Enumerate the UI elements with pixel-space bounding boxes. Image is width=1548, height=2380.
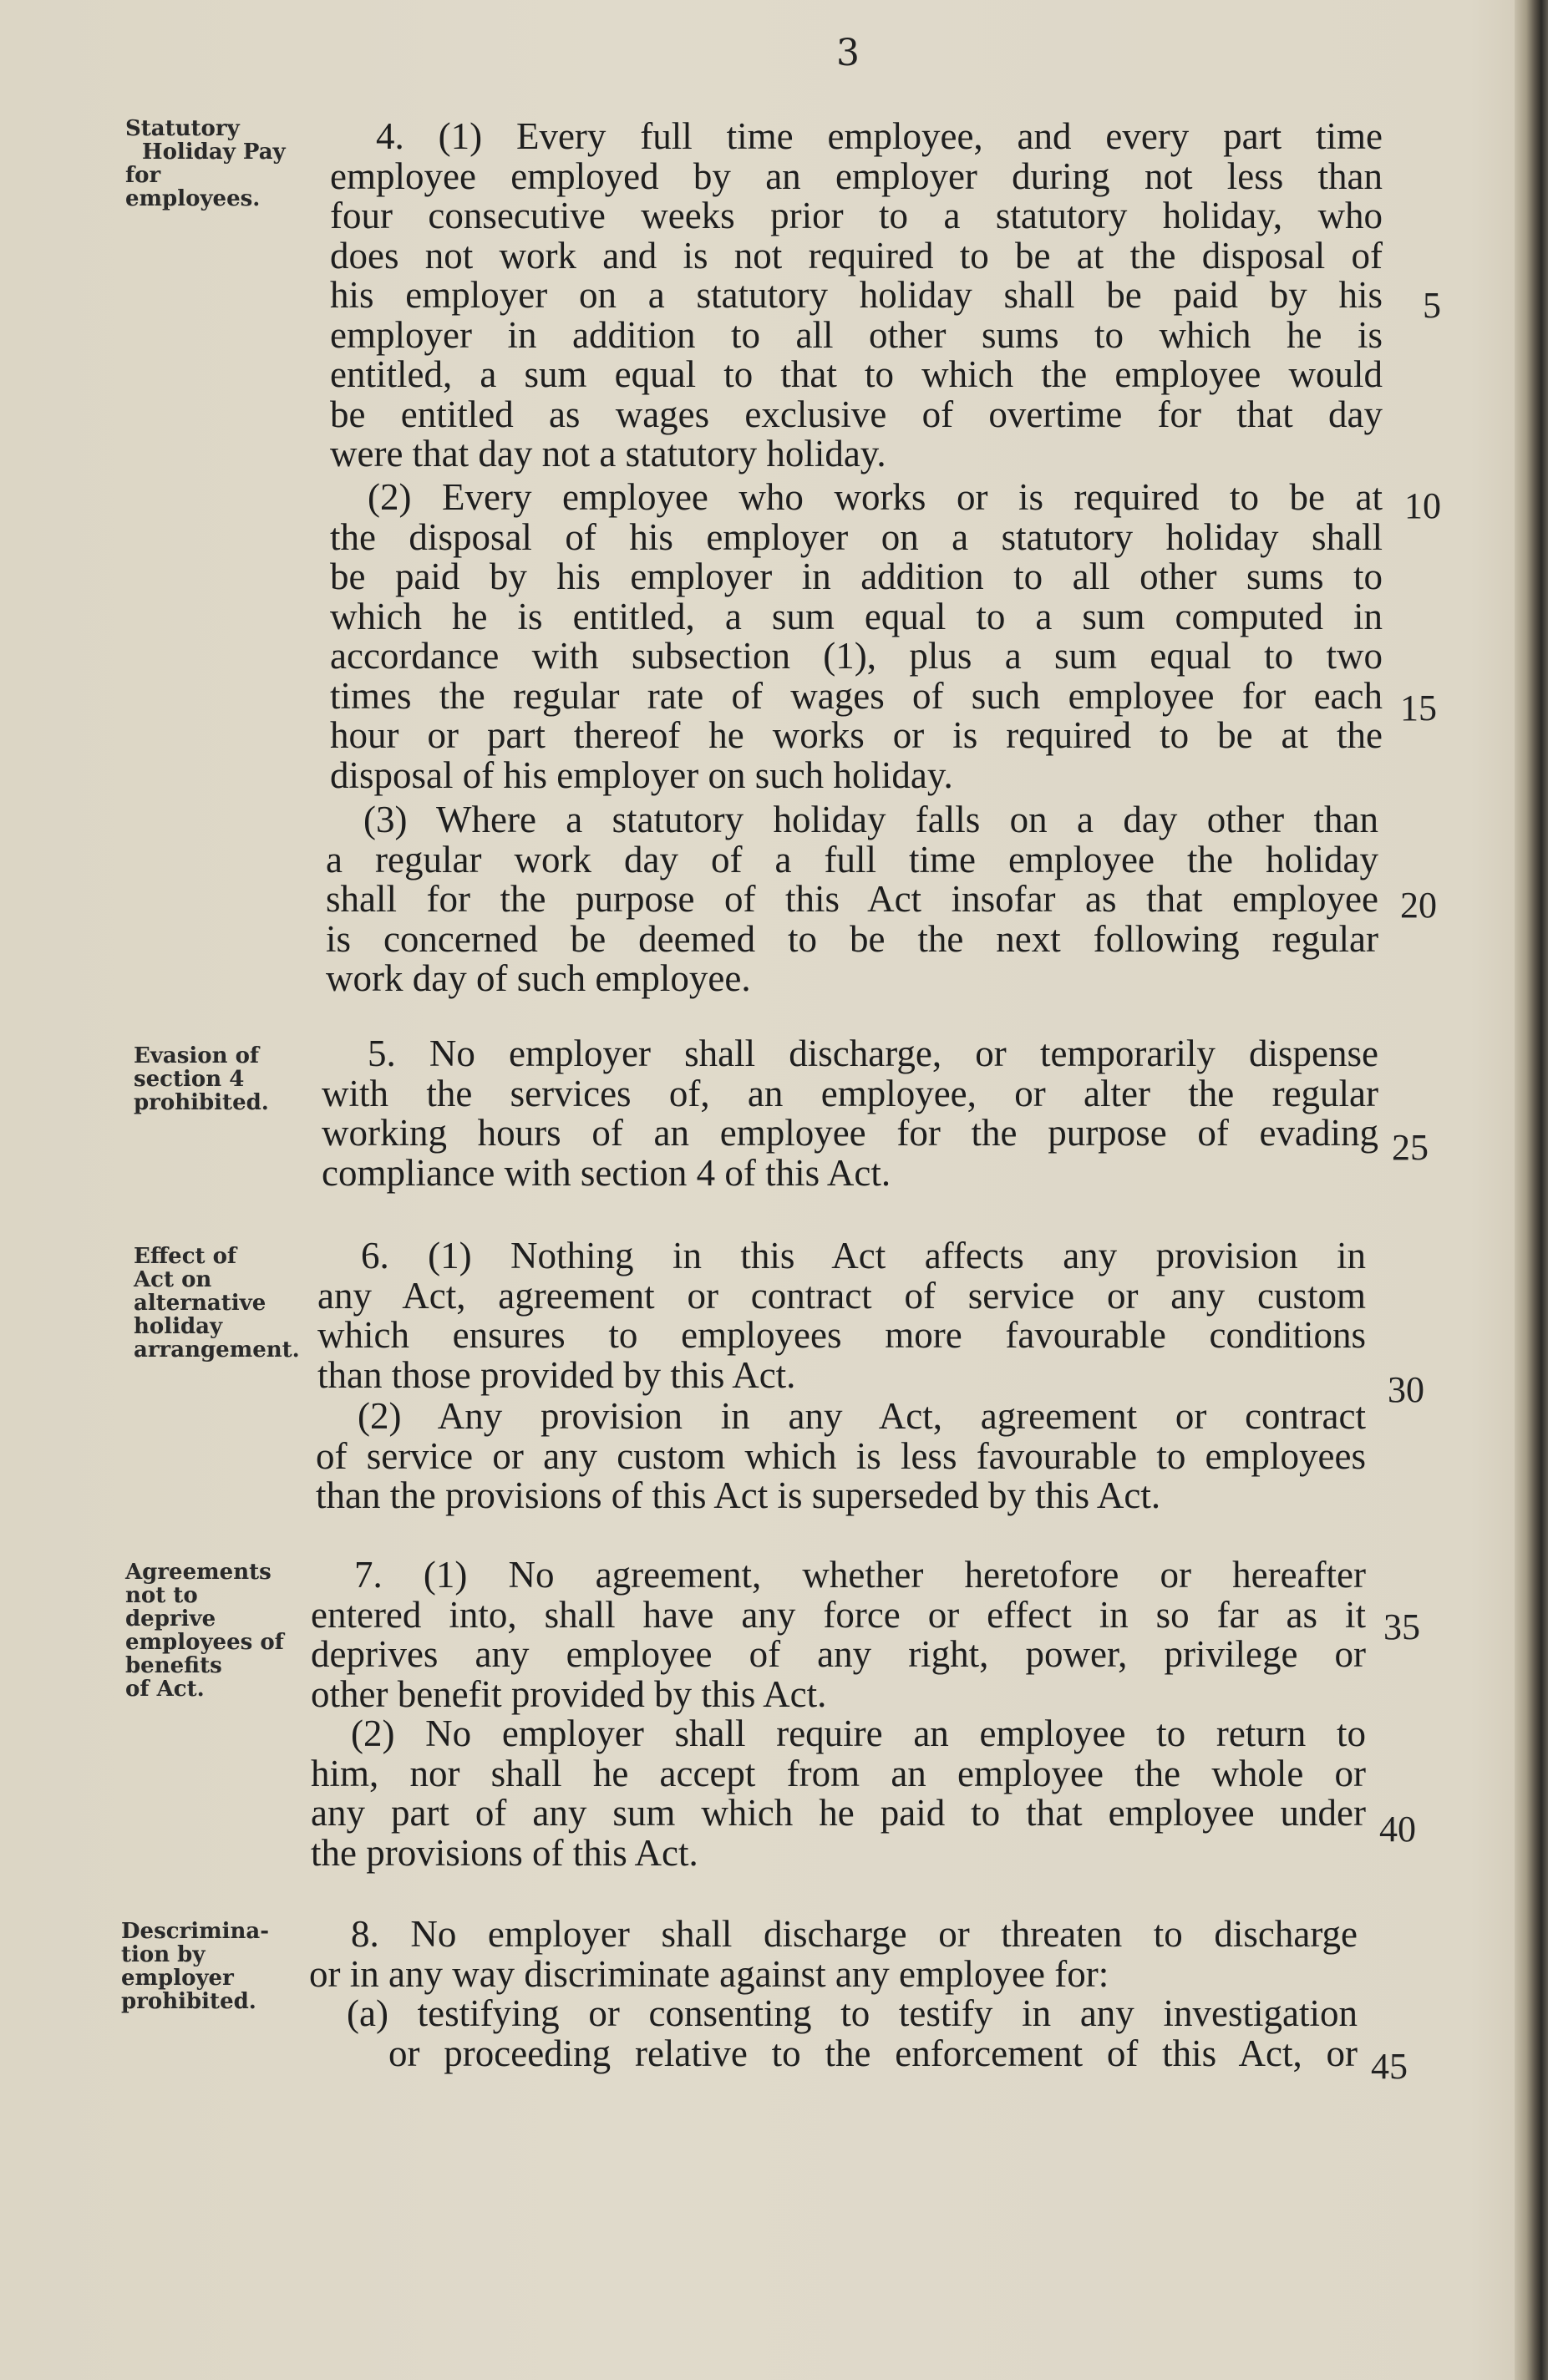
line-number-45: 45 — [1371, 2046, 1408, 2087]
margin-note-discrimination: Descrimina- tion by employer prohibited. — [121, 1919, 270, 2014]
section-7-subsection-1: 7. (1) No agreement, whether heretofore or hereafter entered into, shall have any force or effect in so far as it deprives any employee of any right, power, privilege or other benefit provided by this Act. — [311, 1554, 1366, 1715]
section-6-subsection-2: (2) Any provision in any Act, agreement or contract of service or any custom which is less favourable to employees than the provisions of this Act is superseded by this Act. — [316, 1395, 1366, 1516]
section-4-subsection-1: 4. (1) Every full time employee, and every part time employee employed by an employer during not less than four consecutive weeks prior to a statutory holiday, who does not work and is not required to be at the disposal of his employer on a statutory holiday shall be paid by his employer in addition to all other sums to which he is entitled, a sum equal to that to which the employee would be entitled as wages exclusive of overtime for that day were that day not a statutory holiday. — [330, 115, 1383, 474]
margin-note-effect-of-act: Effect of Act on alternative holiday arrangement. — [134, 1244, 300, 1363]
line-number-40: 40 — [1379, 1809, 1416, 1850]
line-number-5: 5 — [1423, 285, 1441, 326]
section-4-subsection-3: (3) Where a statutory holiday falls on a day other than a regular work day of a full time employee the holiday shall for the purpose of this Act insofar as that employee is concerned be deemed to be the next following regular work day of such employee. — [326, 799, 1378, 999]
page-number: 3 — [836, 32, 860, 74]
line-number-35: 35 — [1383, 1606, 1420, 1647]
section-8: 8. No employer shall discharge or threaten to discharge or in any way discriminate against any employee for: (a) testifying or consenting to testify in any investigation or proceeding relative to the enforcement of this Act, or — [309, 1913, 1358, 2074]
section-7-subsection-2: (2) No employer shall require an employee to return to him, nor shall he accept from an employee the whole or any part of any sum which he paid to that employee under the provisions of this Act. — [311, 1713, 1366, 1874]
section-4-subsection-2: (2) Every employee who works or is required to be at the disposal of his employer on a statutory holiday shall be paid by his employer in addition to all other sums to which he is entitled, a sum equal to a sum computed in accordance with subsection (1), plus a sum equal to two times the regular rate of wages of such employee for each hour or part thereof he works or is required to be at the disposal of his employer on such holiday. — [330, 476, 1383, 796]
section-5: 5. No employer shall discharge, or temporarily dispense with the services of, an employee, or alter the regular working hours of an employee for the purpose of evading compliance with section 4 of this Act. — [322, 1033, 1378, 1194]
line-number-10: 10 — [1404, 485, 1441, 526]
line-number-15: 15 — [1400, 688, 1437, 728]
line-number-30: 30 — [1388, 1369, 1424, 1410]
line-number-20: 20 — [1400, 885, 1437, 926]
section-6-subsection-1: 6. (1) Nothing in this Act affects any provision in any Act, agreement or contract of service or any custom which ensures to employees more favourable conditions than those provided by this Act. — [317, 1235, 1366, 1396]
margin-note-statutory-holiday-pay: Statutory Holiday Pay for employees. — [125, 116, 286, 211]
line-number-25: 25 — [1392, 1127, 1429, 1168]
margin-note-evasion: Evasion of section 4 prohibited. — [134, 1043, 269, 1115]
margin-note-agreements: Agreements not to deprive employees of benefits of Act. — [125, 1560, 284, 1702]
book-spine-shadow — [1515, 0, 1548, 2380]
